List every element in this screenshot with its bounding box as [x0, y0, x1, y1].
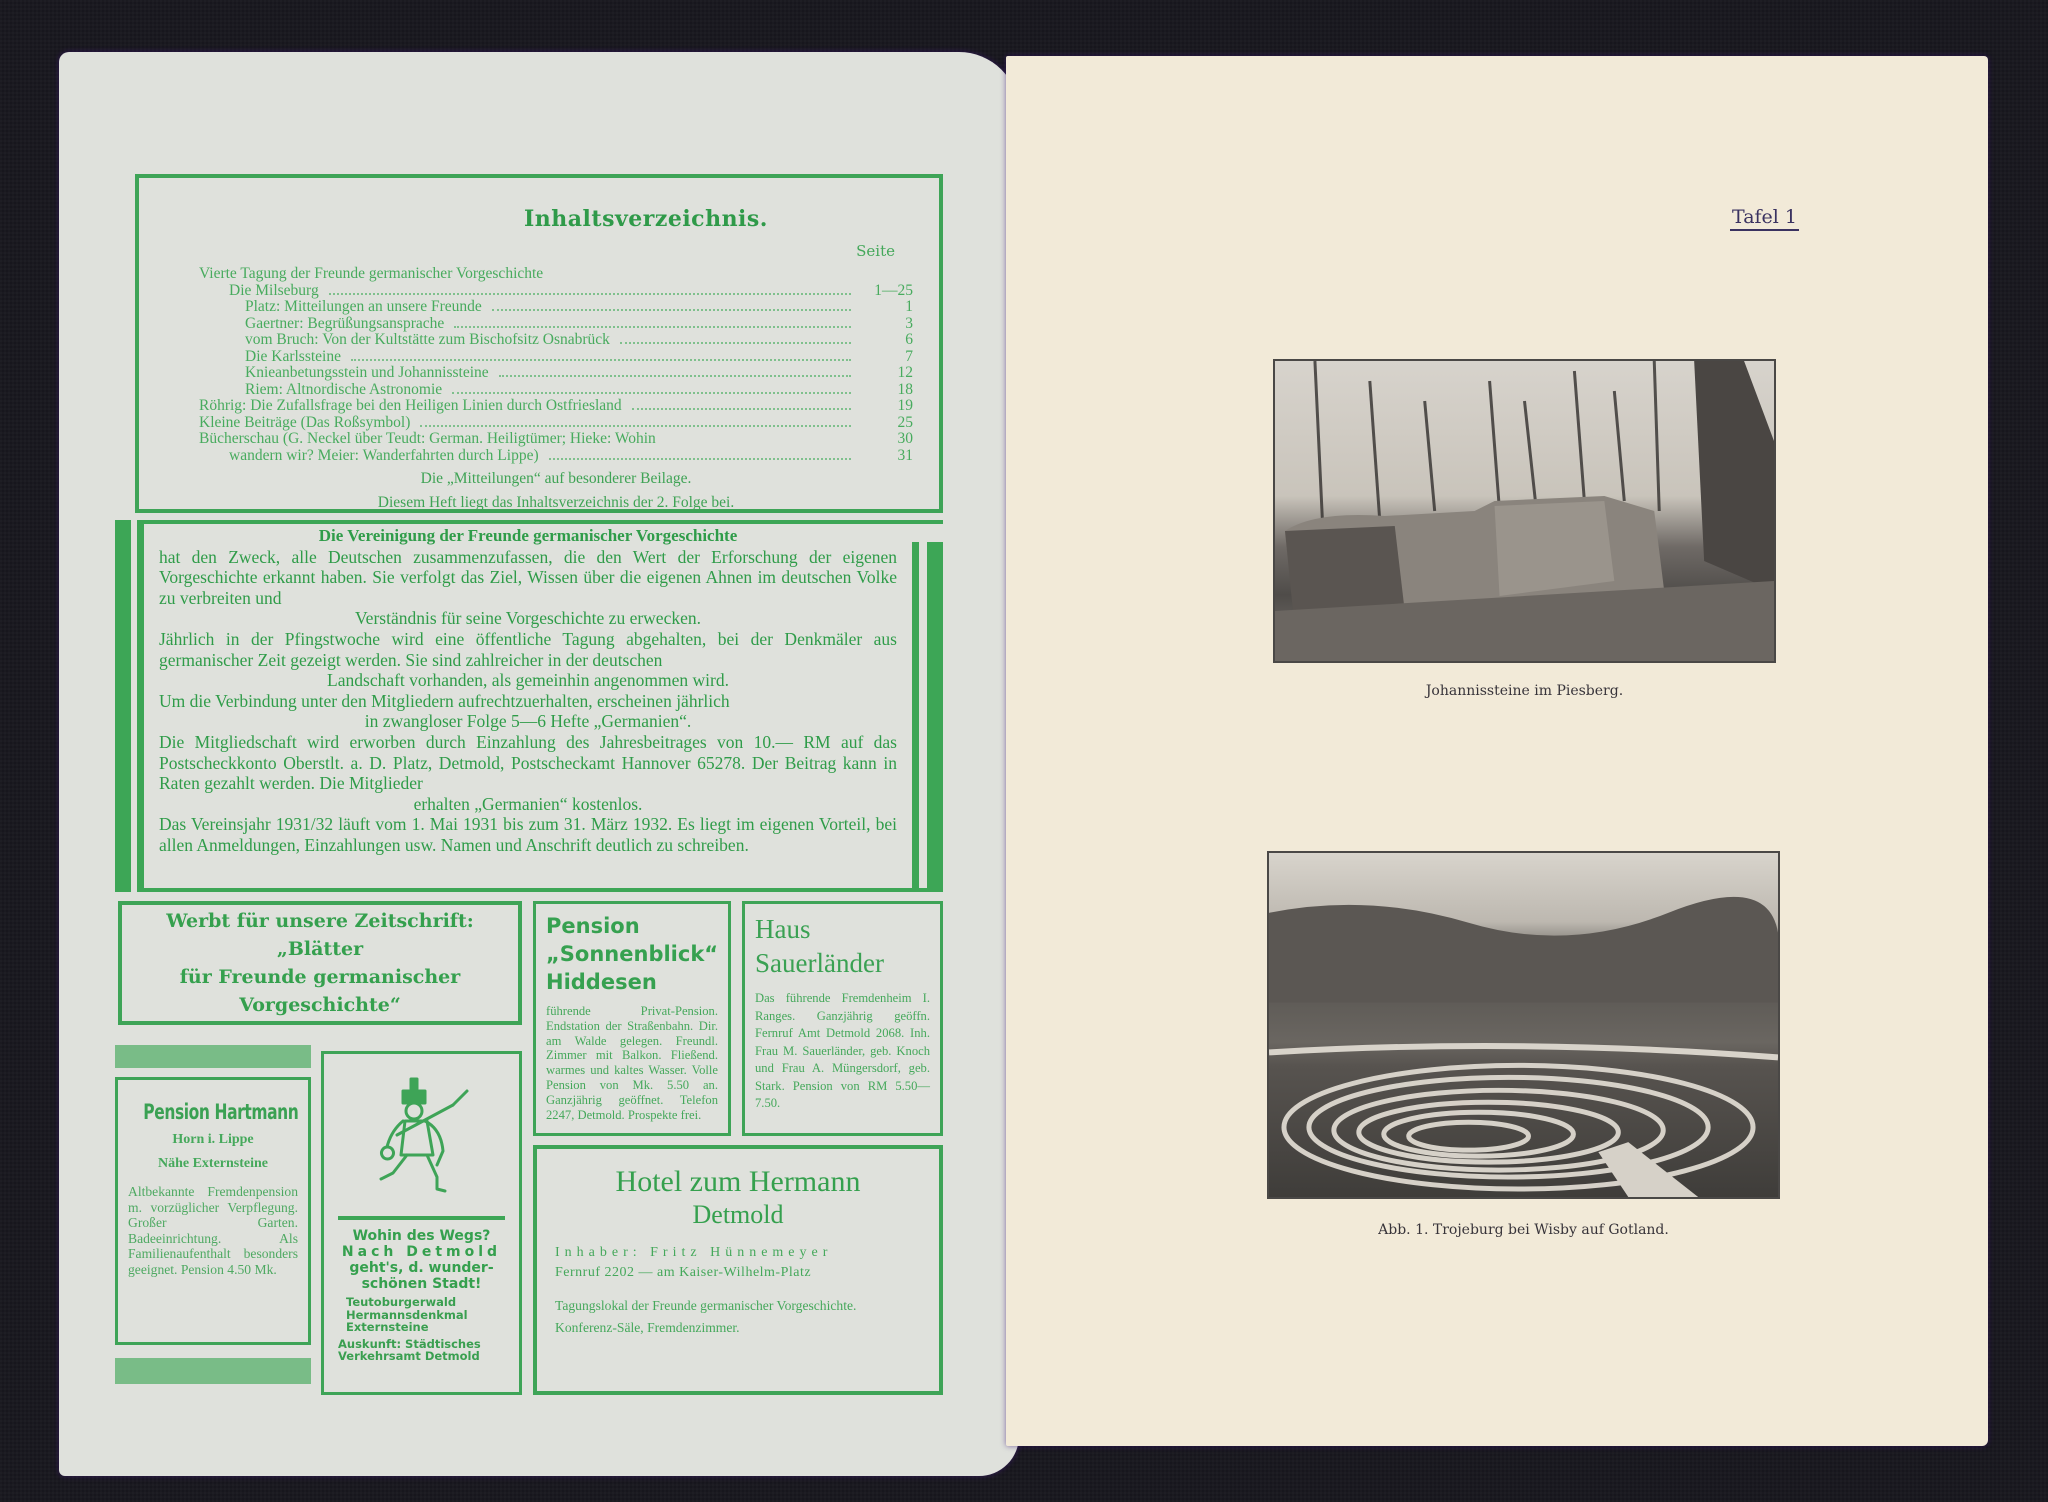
toc-entry	[199, 316, 913, 333]
association-paragraph-end: Landschaft vorhanden, als gemeinhin angenommen wird.	[327, 670, 729, 691]
toc-note-mitteilungen: Die „Mitteilungen“ auf besonderer Beilage.	[420, 470, 692, 487]
ad-werbt-zeitschrift	[118, 901, 522, 1025]
divider-rule	[338, 1216, 505, 1220]
toc-entry-title: Röhrig: Die Zufallsfrage bei den Heiligen Linien durch Ostfriesland	[199, 397, 622, 414]
ad-detmold-head2: Nach Detmold	[341, 1244, 502, 1260]
association-paragraph: Um die Verbindung unter den Mitgliedern aufrechtzuerhalten, erscheinen jährlich	[159, 690, 730, 711]
toc-leader-dots	[329, 292, 851, 295]
toc-entry	[199, 382, 913, 399]
border-bar	[115, 520, 131, 892]
toc-entry-title: Gaertner: Begrüßungsansprache	[245, 314, 445, 332]
toc-header-row	[199, 242, 913, 266]
toc-leader-dots	[454, 325, 851, 328]
toc-entry-title: wandern wir? Meier: Wanderfahrten durch Lippe)	[229, 446, 539, 464]
ad-detmold-sight: Externsteine	[346, 1320, 429, 1334]
toc-entry-page: 1	[905, 298, 913, 315]
toc-entry-page: 30	[897, 430, 913, 447]
ad-hartmann-title: Pension Hartmann	[143, 1100, 299, 1124]
toc-entry-page: 1—25	[874, 281, 913, 299]
association-paragraph-end: Verständnis für seine Vorgeschichte zu erwecken.	[354, 608, 701, 629]
ad-detmold-info1: Auskunft: Städtisches	[338, 1336, 481, 1351]
border-bar	[927, 542, 943, 892]
toc-leader-dots	[549, 457, 851, 460]
toc-leader-dots	[452, 391, 851, 394]
ad-sauerlaender-body: Das führende Fremdenheim I. Ranges. Ganzjährig geöffn. Fernruf Amt Detmold 2068. Inh. Frau M. Sauerländer, geb. Knoch und Frau A. Müngersdorf, geb. Stark. Pension von RM 5.50—7.50.	[755, 991, 930, 1110]
toc-entry	[199, 431, 913, 448]
ad-sonnenblick-line3: Hiddesen	[546, 970, 657, 994]
ad-sauerlaender-line2: Sauerländer	[755, 948, 884, 978]
ad-werbt-line2: für Freunde germanischer Vorgeschichte“	[179, 966, 461, 1016]
association-heading: Die Vereinigung der Freunde germanischer Vorgeschichte	[318, 526, 738, 545]
ad-pension-sonnenblick	[533, 901, 731, 1136]
ad-detmold-head3: geht's, d. wunder-	[349, 1260, 494, 1276]
ad-sonnenblick-body: führende Privat-Pension. Endstation der Straßenbahn. Dir. am Walde gelegen. Freundl. Zimmer mit Balkon. Fließend. warmes und kaltes Wasser. Volle Pension von Mk. 5.50 an. Ganzjährig geöffnet. Telefon 2247, Detmold. Prospekte frei.	[546, 1004, 718, 1122]
toc-entry-title: Bücherschau (G. Neckel über Teudt: German. Heiligtümer; Hieke: Wohin	[199, 430, 656, 447]
figure-caption: Abb. 1. Trojeburg bei Wisby auf Gotland.	[1378, 1222, 1669, 1238]
toc-entry-title: Die Karlssteine	[245, 347, 341, 365]
association-paragraph-end: in zwangloser Folge 5—6 Hefte „Germanien“.	[364, 711, 692, 732]
toc-entry-title: Knieanbetungsstein und Johannissteine	[245, 364, 489, 381]
toc-title: Inhaltsverzeichnis.	[524, 206, 768, 232]
toc-entry-title: vom Bruch: Von der Kultstätte zum Bischofsitz Osnabrück	[245, 331, 610, 348]
toc-leader-dots	[620, 341, 851, 344]
toc-entry-page: 7	[905, 347, 913, 365]
toc-page-column-header: Seite	[856, 242, 895, 260]
decorative-stripe	[115, 1045, 311, 1068]
association-paragraph: Jährlich in der Pfingstwoche wird eine öffentliche Tagung abgehalten, bei der Denkmäler aus germanischer Zeit gezeigt werden. Sie sind zahlreicher in der deutschen	[159, 628, 897, 670]
table-of-contents-box	[135, 174, 943, 513]
toc-entry	[199, 266, 913, 283]
ad-hotel-name: Hotel zum Hermann	[615, 1165, 861, 1198]
toc-entry	[199, 398, 913, 415]
association-info-box	[115, 520, 943, 892]
ad-sonnenblick-line2: „Sonnenblick“	[546, 942, 719, 966]
ad-haus-sauerlaender	[742, 901, 943, 1136]
toc-entry-title: Platz: Mitteilungen an unsere Freunde	[245, 298, 482, 315]
ad-sonnenblick-line1: Pension	[546, 914, 640, 938]
toc-entry-title: Kleine Beiträge (Das Roßsymbol)	[199, 413, 411, 431]
ad-detmold-head4: schönen Stadt!	[361, 1276, 482, 1292]
toc-note-index: Diesem Heft liegt das Inhaltsverzeichnis der 2. Folge bei.	[377, 494, 735, 511]
toc-leader-dots	[351, 358, 851, 361]
association-text	[159, 526, 897, 856]
toc-entry-page: 12	[897, 364, 913, 381]
toc-leader-dots	[499, 374, 851, 377]
toc-entry-title: Vierte Tagung der Freunde germanischer Vorgeschichte	[199, 265, 544, 282]
ad-pension-hartmann	[115, 1077, 311, 1345]
ad-werbt-line1: Werbt für unsere Zeitschrift: „Blätter	[166, 910, 474, 960]
plate-label: Tafel 1	[1730, 206, 1799, 231]
figure-caption: Johannissteine im Piesberg.	[1425, 683, 1624, 699]
ad-hartmann-sub1: Horn i. Lippe	[172, 1132, 254, 1147]
border-bar	[912, 542, 919, 892]
border-line	[144, 888, 943, 892]
ad-detmold-tourism	[321, 1051, 522, 1395]
toc-entry	[199, 283, 913, 300]
toc-entry	[199, 365, 913, 382]
toc-entry-page: 18	[897, 380, 913, 398]
photo-johannissteine	[1273, 359, 1776, 663]
ad-detmold-info2: Verkehrsamt Detmold	[338, 1349, 480, 1363]
ad-detmold-sight: Hermannsdenkmal	[346, 1307, 468, 1322]
toc-entry-title: Die Milseburg	[229, 281, 319, 299]
toc-list	[199, 266, 913, 464]
association-paragraph: Die Mitgliedschaft wird erworben durch Einzahlung des Jahresbeitrages von 10.— RM auf das Postscheckkonto Oberstlt. a. D. Platz, Detmold, Postscheckamt Hannover 65278. Der Beitrag kann in Raten gezahlt werden. Die Mitglieder	[159, 731, 897, 794]
toc-entry	[199, 332, 913, 349]
toc-leader-dots	[492, 308, 851, 311]
toc-entry	[199, 349, 913, 366]
toc-entry-page: 3	[905, 314, 913, 332]
ad-hotel-city: Detmold	[692, 1200, 784, 1229]
photo-trojeburg-labyrinth	[1267, 851, 1780, 1199]
border-bar	[137, 520, 144, 892]
toc-entry	[199, 299, 913, 316]
association-paragraph: hat den Zweck, alle Deutschen zusammenzufassen, die den Wert der Erforschung der eigenen Vorgeschichte erkannt haben. Sie verfolgt das Ziel, Wissen über die eigenen Ahnen im deutschen Volke zu verbreiten und	[159, 546, 897, 608]
toc-entry-title: Riem: Altnordische Astronomie	[245, 380, 443, 398]
toc-entry-page: 6	[905, 331, 913, 348]
ad-hotel-description: Tagungslokal der Freunde germanischer Vorgeschichte. Konferenz-Säle, Fremdenzimmer.	[555, 1298, 857, 1335]
toc-entry	[199, 415, 913, 432]
ad-hotel-zum-hermann	[533, 1145, 943, 1395]
ad-hartmann-body: Altbekannte Fremdenpension m. vorzüglicher Verpflegung. Großer Garten. Badeeinrichtung. Als Familienaufenthalt besonders geeignet. Pension 4.50 Mk.	[128, 1184, 298, 1277]
toc-entry-page: 31	[897, 446, 913, 464]
association-paragraph: Das Vereinsjahr 1931/32 läuft vom 1. Mai 1931 bis zum 31. März 1932. Es liegt im eigenen Vorteil, bei allen Anmeldungen, Einzahlungen usw. Namen und Anschrift deutlich zu schreiben.	[159, 814, 897, 855]
border-line	[144, 520, 943, 524]
ad-hartmann-sub2: Nähe Externsteine	[157, 1156, 269, 1171]
association-paragraph-end: erhalten „Germanien“ kostenlos.	[413, 793, 643, 814]
toc-entry-page: 25	[897, 413, 913, 431]
ad-detmold-head1: Wohin des Wegs?	[352, 1228, 491, 1244]
ad-sauerlaender-line1: Haus	[755, 914, 811, 944]
decorative-stripe	[115, 1358, 311, 1384]
toc-leader-dots	[420, 424, 851, 427]
ad-hotel-phone: Fernruf 2202 — am Kaiser-Wilhelm-Platz	[555, 1265, 812, 1280]
toc-entry	[199, 448, 913, 465]
ad-hotel-owner: Inhaber: Fritz Hünnemeyer	[555, 1245, 833, 1260]
toc-leader-dots	[632, 407, 851, 410]
ad-detmold-sight: Teutoburgerwald	[346, 1295, 457, 1309]
marching-soldier-icon	[338, 1070, 505, 1210]
toc-entry-page: 19	[897, 397, 913, 414]
